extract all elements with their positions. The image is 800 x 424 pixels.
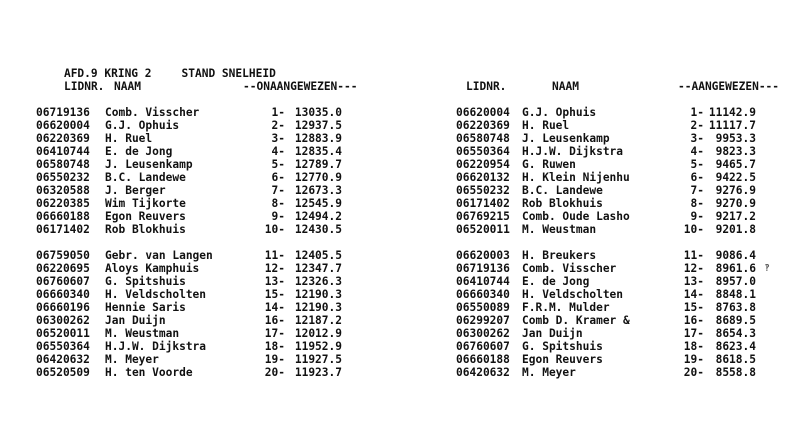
right-col-id-header: LIDNR. bbox=[466, 80, 507, 93]
member-name: Gebr. van Langen bbox=[105, 249, 213, 262]
score: 8623.4 bbox=[715, 340, 756, 353]
table-row bbox=[456, 210, 786, 223]
rank: 18- bbox=[683, 340, 704, 353]
rank: 14- bbox=[264, 301, 285, 314]
member-id: 06410744 bbox=[36, 145, 90, 158]
score: 12405.5 bbox=[294, 249, 342, 262]
rank: 19- bbox=[683, 353, 704, 366]
score: 9823.3 bbox=[715, 145, 756, 158]
table-row bbox=[36, 288, 416, 301]
member-id: 06171402 bbox=[36, 223, 90, 236]
member-id: 06171402 bbox=[456, 197, 510, 210]
score: 11952.9 bbox=[294, 340, 342, 353]
member-name: G. Ruwen bbox=[522, 158, 576, 171]
left-table bbox=[36, 80, 416, 392]
table-row bbox=[456, 353, 786, 366]
table-row bbox=[36, 197, 416, 210]
right-col-value-header: --AANGEWEZEN--- bbox=[678, 80, 780, 93]
member-id: 06420632 bbox=[456, 366, 510, 379]
right-group-2 bbox=[456, 249, 786, 379]
member-id: 06300262 bbox=[456, 327, 510, 340]
table-row bbox=[456, 106, 786, 119]
member-id: 06660188 bbox=[36, 210, 90, 223]
member-id: 06410744 bbox=[456, 275, 510, 288]
member-id: 06299207 bbox=[456, 314, 510, 327]
score: 12494.2 bbox=[294, 210, 342, 223]
member-id: 06620003 bbox=[456, 249, 510, 262]
right-table bbox=[456, 80, 786, 392]
rank: 3- bbox=[271, 132, 285, 145]
rank: 12- bbox=[264, 262, 285, 275]
score: 9270.9 bbox=[715, 197, 756, 210]
rank: 4- bbox=[690, 145, 704, 158]
left-col-name-header: NAAM bbox=[114, 80, 141, 93]
member-name: Wim Tijkorte bbox=[105, 197, 186, 210]
table-row bbox=[456, 314, 786, 327]
member-name: H. Veldscholten bbox=[105, 288, 207, 301]
member-name: E. de Jong bbox=[522, 275, 590, 288]
table-row bbox=[456, 197, 786, 210]
member-id: 06719136 bbox=[36, 106, 90, 119]
rank: 16- bbox=[683, 314, 704, 327]
score: 9276.9 bbox=[715, 184, 756, 197]
left-col-value-header: --ONAANGEWEZEN--- bbox=[243, 80, 358, 93]
member-id: 06759050 bbox=[36, 249, 90, 262]
member-name: J. Leusenkamp bbox=[522, 132, 610, 145]
member-id: 06320588 bbox=[36, 184, 90, 197]
member-name: M. Meyer bbox=[105, 353, 159, 366]
member-name: G.J. Ophuis bbox=[522, 106, 597, 119]
table-row bbox=[456, 171, 786, 184]
member-name: Rob Blokhuis bbox=[522, 197, 603, 210]
member-id: 06550232 bbox=[36, 171, 90, 184]
left-col-id-header: LIDNR. bbox=[64, 80, 105, 93]
table-row bbox=[36, 223, 416, 236]
left-group-1 bbox=[36, 106, 416, 236]
member-name: Jan Duijn bbox=[105, 314, 166, 327]
right-col-name-header: NAAM bbox=[552, 80, 579, 93]
rank: 20- bbox=[264, 366, 285, 379]
rank: 10- bbox=[264, 223, 285, 236]
member-id: 06520011 bbox=[36, 327, 90, 340]
member-id: 06660188 bbox=[456, 353, 510, 366]
score: 11923.7 bbox=[294, 366, 342, 379]
table-row bbox=[36, 145, 416, 158]
rank: 17- bbox=[264, 327, 285, 340]
member-name: H. Breukers bbox=[522, 249, 597, 262]
member-name: Comb D. Kramer & bbox=[522, 314, 630, 327]
member-id: 06769215 bbox=[456, 210, 510, 223]
table-row bbox=[36, 132, 416, 145]
member-name: H. Ruel bbox=[105, 132, 153, 145]
score: 9465.7 bbox=[715, 158, 756, 171]
table-row bbox=[36, 184, 416, 197]
right-group-1 bbox=[456, 106, 786, 236]
table-row bbox=[36, 210, 416, 223]
score: 8618.5 bbox=[715, 353, 756, 366]
table-row bbox=[456, 158, 786, 171]
member-id: 06660196 bbox=[36, 301, 90, 314]
score: 12430.5 bbox=[294, 223, 342, 236]
rank: 5- bbox=[690, 158, 704, 171]
rank: 2- bbox=[690, 119, 704, 132]
member-id: 06760607 bbox=[36, 275, 90, 288]
table-row bbox=[36, 262, 416, 275]
member-id: 06220385 bbox=[36, 197, 90, 210]
member-name: F.R.M. Mulder bbox=[522, 301, 610, 314]
table-row bbox=[36, 158, 416, 171]
member-name: M. Weustman bbox=[105, 327, 180, 340]
rank: 17- bbox=[683, 327, 704, 340]
title-standings: STAND SNELHEID bbox=[181, 67, 276, 80]
score: 12190.3 bbox=[294, 288, 342, 301]
score: 12937.5 bbox=[294, 119, 342, 132]
left-group-2 bbox=[36, 249, 416, 379]
score: 12770.9 bbox=[294, 171, 342, 184]
table-row bbox=[456, 301, 786, 314]
member-name: Jan Duijn bbox=[522, 327, 583, 340]
rank: 19- bbox=[264, 353, 285, 366]
score: 9422.5 bbox=[715, 171, 756, 184]
table-row bbox=[456, 249, 786, 262]
score: 12347.7 bbox=[294, 262, 342, 275]
score: 9217.2 bbox=[715, 210, 756, 223]
title-division: AFD.9 KRING 2 bbox=[63, 67, 152, 80]
rank: 15- bbox=[264, 288, 285, 301]
rank: 9- bbox=[690, 210, 704, 223]
member-id: 06550232 bbox=[456, 184, 510, 197]
table-row bbox=[36, 119, 416, 132]
score: 12012.9 bbox=[294, 327, 342, 340]
score: 11927.5 bbox=[294, 353, 342, 366]
rank: 6- bbox=[690, 171, 704, 184]
rank: 10- bbox=[683, 223, 704, 236]
member-id: 06300262 bbox=[36, 314, 90, 327]
table-row bbox=[456, 132, 786, 145]
score: 9201.8 bbox=[715, 223, 756, 236]
score: 12883.9 bbox=[294, 132, 342, 145]
table-row bbox=[456, 275, 786, 288]
score: 11117.7 bbox=[708, 119, 756, 132]
rank: 5- bbox=[271, 158, 285, 171]
rank: 7- bbox=[271, 184, 285, 197]
rank: 3- bbox=[690, 132, 704, 145]
rank: 1- bbox=[690, 106, 704, 119]
rank: 4- bbox=[271, 145, 285, 158]
member-name: M. Meyer bbox=[522, 366, 576, 379]
score: 8654.3 bbox=[715, 327, 756, 340]
score: 12326.3 bbox=[294, 275, 342, 288]
table-row bbox=[36, 106, 416, 119]
score: 9953.3 bbox=[715, 132, 756, 145]
member-id: 06660340 bbox=[456, 288, 510, 301]
table-row bbox=[36, 275, 416, 288]
rank: 12- bbox=[683, 262, 704, 275]
rank: 20- bbox=[683, 366, 704, 379]
table-row bbox=[36, 301, 416, 314]
score: 11142.9 bbox=[708, 106, 756, 119]
table-row bbox=[36, 327, 416, 340]
rank: 6- bbox=[271, 171, 285, 184]
score: 12190.3 bbox=[294, 301, 342, 314]
member-id: 06550364 bbox=[456, 145, 510, 158]
score: 12187.2 bbox=[294, 314, 342, 327]
score: 12835.4 bbox=[294, 145, 342, 158]
score: 13035.0 bbox=[294, 106, 342, 119]
rank: 13- bbox=[264, 275, 285, 288]
rank: 14- bbox=[683, 288, 704, 301]
member-id: 06550364 bbox=[36, 340, 90, 353]
table-row bbox=[456, 119, 786, 132]
rank: 15- bbox=[683, 301, 704, 314]
table-row bbox=[456, 340, 786, 353]
member-id: 06620004 bbox=[36, 119, 90, 132]
score: 12545.9 bbox=[294, 197, 342, 210]
score: 8957.0 bbox=[715, 275, 756, 288]
rank: 1- bbox=[271, 106, 285, 119]
member-name: Comb. Oude Lasho bbox=[522, 210, 630, 223]
score: 8961.6 bbox=[715, 262, 756, 275]
score: 9086.4 bbox=[715, 249, 756, 262]
member-id: 06220369 bbox=[36, 132, 90, 145]
member-name: H. Ruel bbox=[522, 119, 570, 132]
member-name: Rob Blokhuis bbox=[105, 223, 186, 236]
member-name: H. Veldscholten bbox=[522, 288, 624, 301]
member-name: J. Berger bbox=[105, 184, 166, 197]
member-name: H.J.W. Dijkstra bbox=[522, 145, 624, 158]
right-table-header bbox=[456, 80, 786, 93]
member-id: 06220369 bbox=[456, 119, 510, 132]
member-name: Hennie Saris bbox=[105, 301, 186, 314]
member-id: 06660340 bbox=[36, 288, 90, 301]
member-name: H. Klein Nijenhu bbox=[522, 171, 630, 184]
member-name: Aloys Kamphuis bbox=[105, 262, 200, 275]
member-name: H.J.W. Dijkstra bbox=[105, 340, 207, 353]
score: 8848.1 bbox=[715, 288, 756, 301]
table-row bbox=[36, 314, 416, 327]
table-row bbox=[456, 223, 786, 236]
member-name: E. de Jong bbox=[105, 145, 173, 158]
table-row bbox=[456, 262, 786, 275]
score: 12789.7 bbox=[294, 158, 342, 171]
rank: 16- bbox=[264, 314, 285, 327]
member-id: 06620132 bbox=[456, 171, 510, 184]
member-id: 06520509 bbox=[36, 366, 90, 379]
member-name: B.C. Landewe bbox=[522, 184, 603, 197]
member-name: Egon Reuvers bbox=[105, 210, 186, 223]
rank: 11- bbox=[683, 249, 704, 262]
member-id: 06520011 bbox=[456, 223, 510, 236]
member-name: H. ten Voorde bbox=[105, 366, 193, 379]
member-id: 06760607 bbox=[456, 340, 510, 353]
member-id: 06550089 bbox=[456, 301, 510, 314]
rank: 8- bbox=[271, 197, 285, 210]
rank: 7- bbox=[690, 184, 704, 197]
table-row bbox=[36, 366, 416, 379]
member-name: Egon Reuvers bbox=[522, 353, 603, 366]
member-name: G. Spitshuis bbox=[522, 340, 603, 353]
score: 8558.8 bbox=[715, 366, 756, 379]
member-name: G. Spitshuis bbox=[105, 275, 186, 288]
member-id: 06620004 bbox=[456, 106, 510, 119]
rank: 8- bbox=[690, 197, 704, 210]
member-name: G.J. Ophuis bbox=[105, 119, 180, 132]
left-table-header bbox=[36, 80, 416, 93]
pen-mark-icon: ‽ bbox=[764, 263, 771, 274]
rank: 13- bbox=[683, 275, 704, 288]
table-row bbox=[456, 366, 786, 379]
member-id: 06580748 bbox=[456, 132, 510, 145]
rank: 2- bbox=[271, 119, 285, 132]
member-name: M. Weustman bbox=[522, 223, 597, 236]
table-row bbox=[456, 288, 786, 301]
table-row bbox=[36, 249, 416, 262]
table-row bbox=[36, 340, 416, 353]
table-row bbox=[456, 184, 786, 197]
table-row bbox=[36, 171, 416, 184]
member-name: J. Leusenkamp bbox=[105, 158, 193, 171]
member-id: 06420632 bbox=[36, 353, 90, 366]
table-row bbox=[36, 353, 416, 366]
rank: 9- bbox=[271, 210, 285, 223]
table-row bbox=[456, 327, 786, 340]
member-id: 06220695 bbox=[36, 262, 90, 275]
score: 8763.8 bbox=[715, 301, 756, 314]
table-row bbox=[456, 145, 786, 158]
member-name: B.C. Landewe bbox=[105, 171, 186, 184]
rank: 11- bbox=[264, 249, 285, 262]
member-name: Comb. Visscher bbox=[522, 262, 617, 275]
score: 8689.5 bbox=[715, 314, 756, 327]
member-name: Comb. Visscher bbox=[105, 106, 200, 119]
rank: 18- bbox=[264, 340, 285, 353]
member-id: 06580748 bbox=[36, 158, 90, 171]
score: 12673.3 bbox=[294, 184, 342, 197]
member-id: 06220954 bbox=[456, 158, 510, 171]
member-id: 06719136 bbox=[456, 262, 510, 275]
